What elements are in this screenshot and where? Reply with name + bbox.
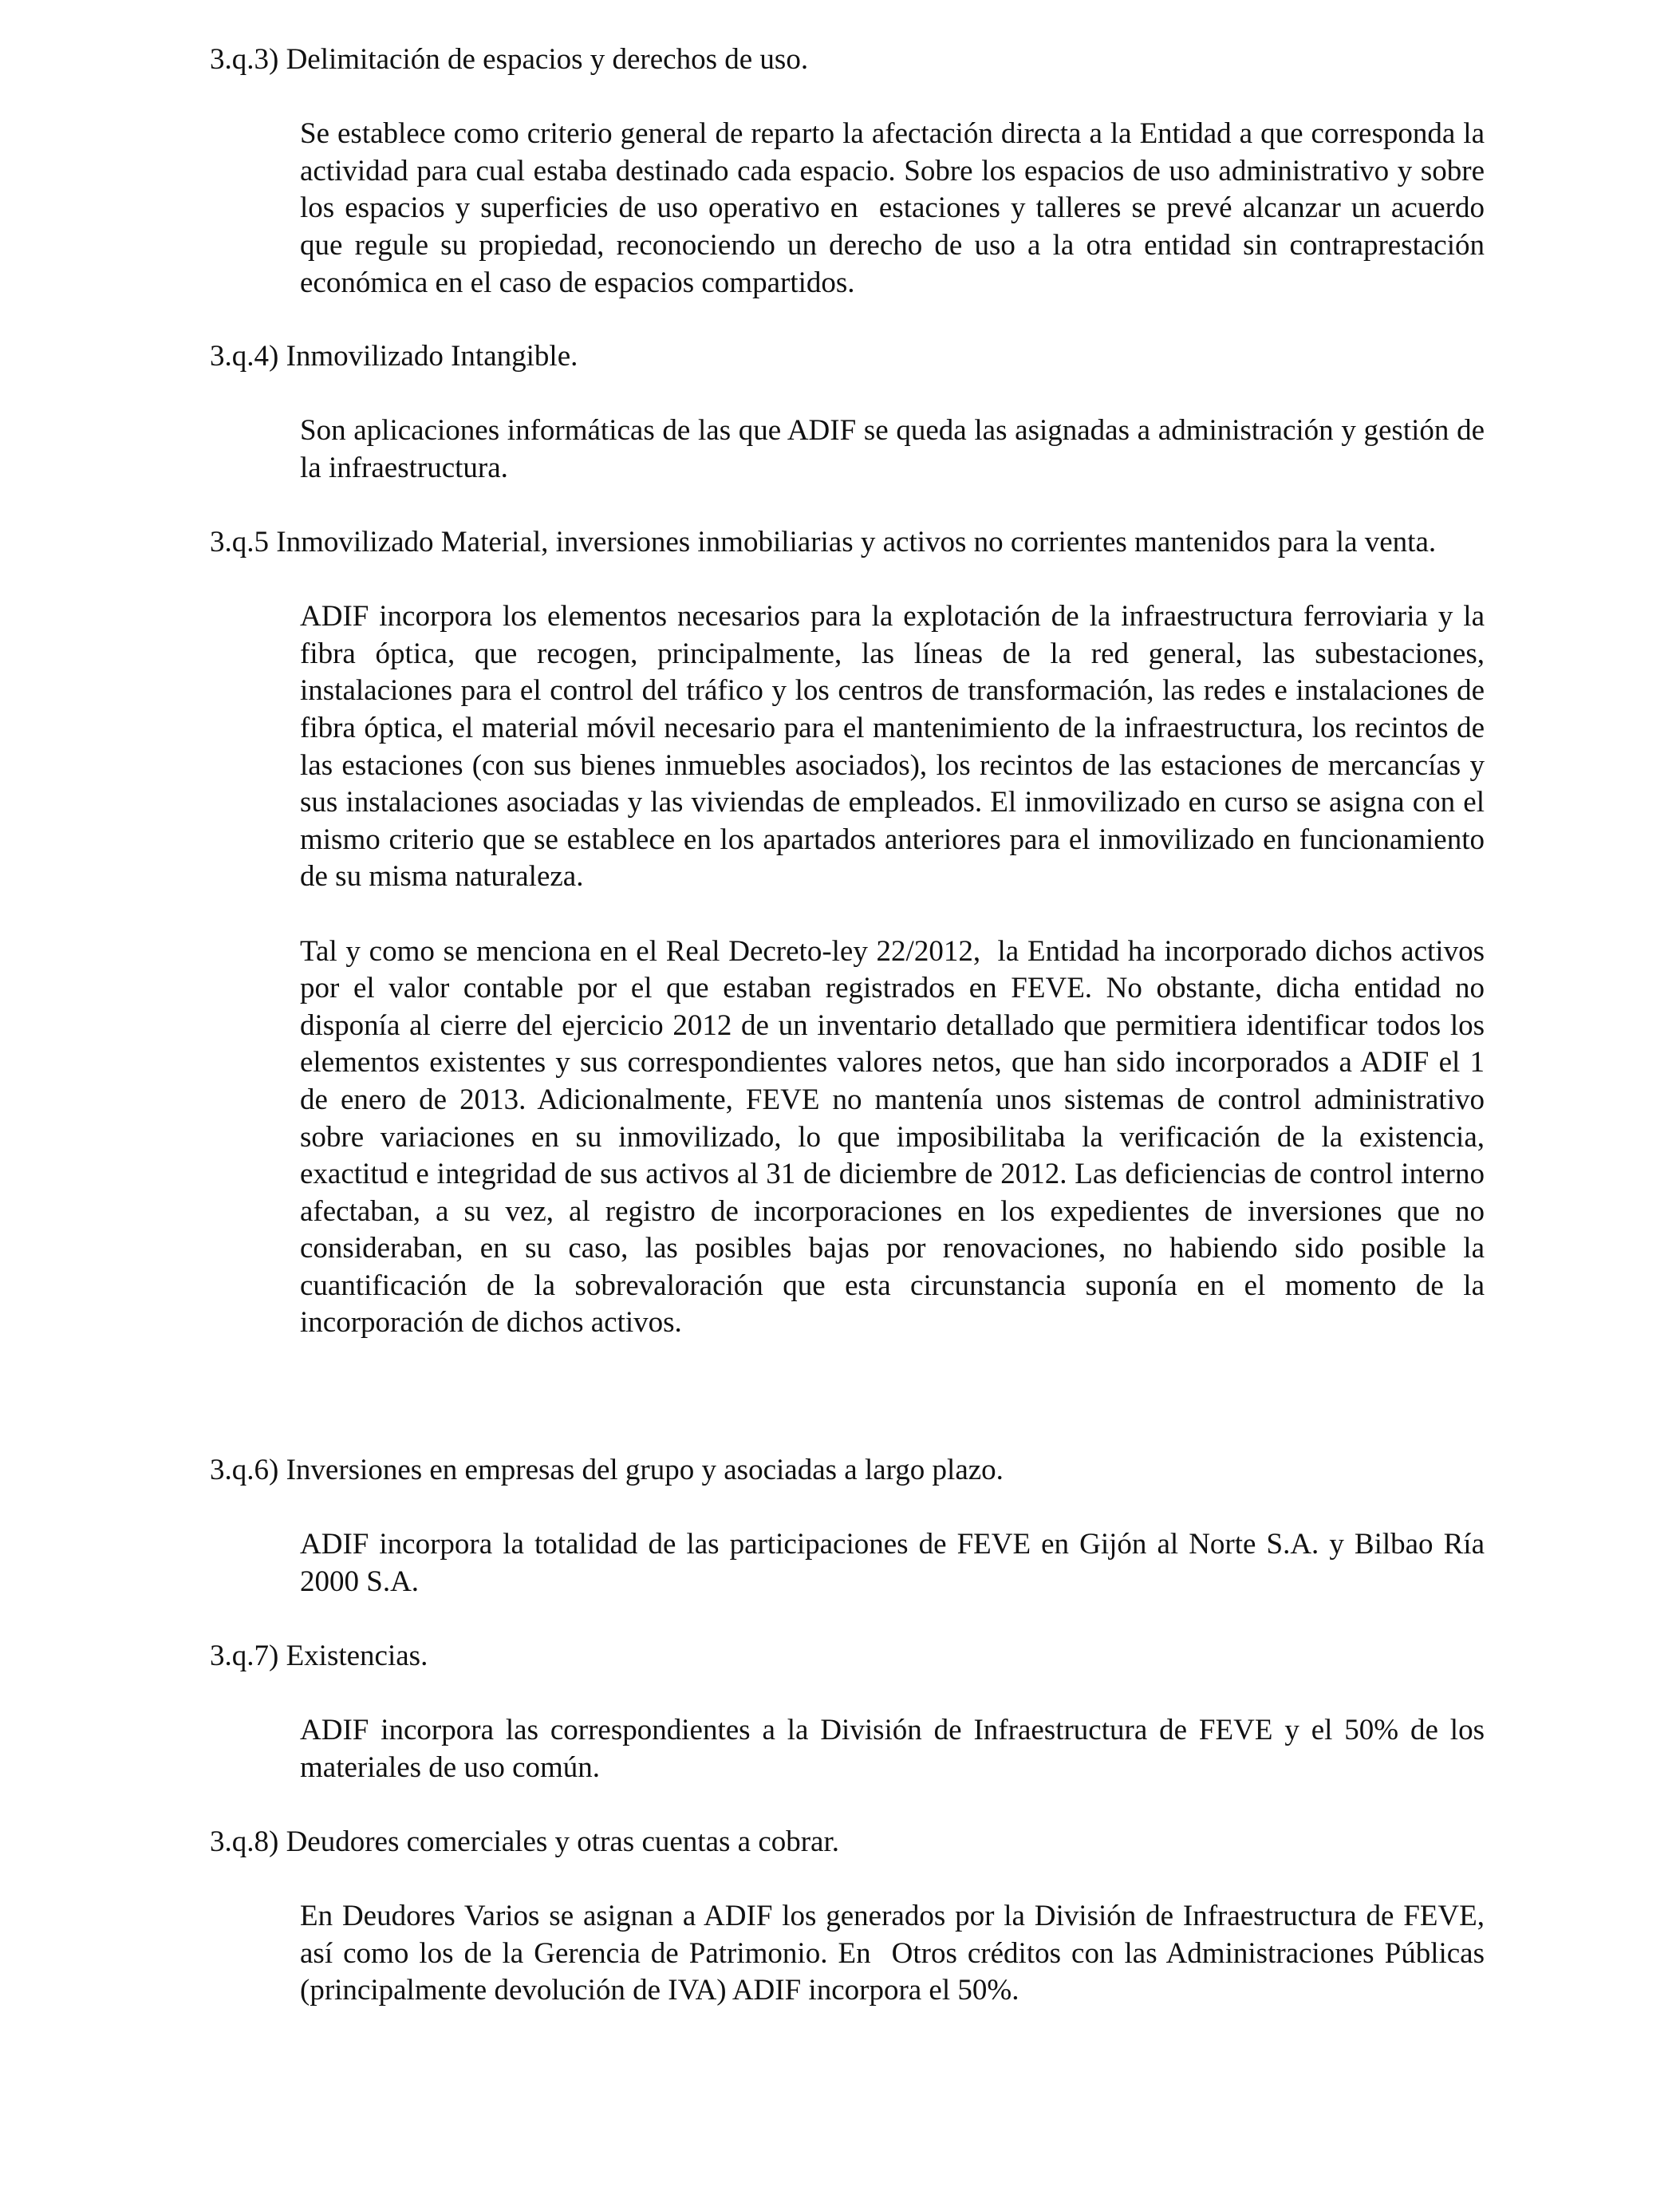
section-paragraph: Son aplicaciones informáticas de las que ADIF se queda las asignadas a administración y gestión de la infraestructura. (300, 414, 1493, 484)
section-heading: 3.q.6) Inversiones en empresas del grupo y asociadas a largo plazo. (210, 1454, 1004, 1486)
section-3q6 (210, 1452, 1493, 1600)
section-heading: 3.q.3) Delimitación de espacios y derechos de uso. (210, 43, 809, 76)
section-paragraph: Se establece como criterio general de reparto la afectación directa a la Entidad a que corresponda la actividad para cual estaba destinado cada espacio. Sobre los espacios de uso administrativo y sobre los espacios y superficies de uso operativo en estaciones y talleres se prevé alcanzar un acuerdo que regule su propiedad, reconociendo un derecho de uso a la otra entidad sin contraprestación económica en el caso de espacios compartidos. (300, 117, 1493, 299)
section-3q8 (210, 1824, 1493, 2010)
section-3q7 (210, 1638, 1493, 1786)
section-heading: 3.q.5 Inmovilizado Material, inversiones inmobiliarias y activos no corrientes mantenidos para la venta. (210, 526, 1437, 558)
section-paragraph: ADIF incorpora la totalidad de las participaciones de FEVE en Gijón al Norte S.A. y Bilbao Ría 2000 S.A. (300, 1528, 1493, 1598)
section-paragraph: En Deudores Varios se asignan a ADIF los generados por la División de Infraestructura de FEVE, así como los de la Gerencia de Patrimonio. En Otros créditos con las Administraciones Públicas (principalmente devolución de IVA) ADIF incorpora el 50%. (300, 1900, 1493, 2007)
section-heading: 3.q.4) Inmovilizado Intangible. (210, 340, 578, 373)
section-3q3 (210, 41, 1493, 302)
section-paragraph: ADIF incorpora las correspondientes a la División de Infraestructura de FEVE y el 50% de los materiales de uso común. (300, 1714, 1493, 1784)
section-3q5 (210, 524, 1493, 1342)
section-paragraph: ADIF incorpora los elementos necesarios para la explotación de la infraestructura ferroviaria y la fibra óptica, que recogen, principalmente, las líneas de la red general, las subestaciones, instalaciones para el control del tráfico y los centros de transformación, las redes e instalaciones de fibra óptica, el material móvil necesario para el mantenimiento de la infraestructura, los recintos de las estaciones (con sus bienes inmuebles asociados), los recintos de las estaciones de mercancías y sus instalaciones asociadas y las viviendas de empleados. El inmovilizado en curso se asigna con el mismo criterio que se establece en los apartados anteriores para el inmovilizado en funcionamiento de su misma naturaleza. (300, 600, 1493, 894)
section-3q4 (210, 338, 1493, 487)
section-heading: 3.q.8) Deudores comerciales y otras cuentas a cobrar. (210, 1825, 840, 1858)
section-paragraph: Tal y como se menciona en el Real Decreto-ley 22/2012, la Entidad ha incorporado dichos activos por el valor contable por el que estaban registrados en FEVE. No obstante, dicha entidad no disponía al cierre del ejercicio 2012 de un inventario detallado que permitiera identificar todos los elementos existentes y sus correspondientes valores netos, que han sido incorporados a ADIF el 1 de enero de 2013. Adicionalmente, FEVE no mantenía unos sistemas de control administrativo sobre variaciones en su inmovilizado, lo que imposibilitaba la verificación de la existencia, exactitud e integridad de sus activos al 31 de diciembre de 2012. Las deficiencias de control interno afectaban, a su vez, al registro de incorporaciones en los expedientes de inversiones que no consideraban, en su caso, las posibles bajas por renovaciones, no habiendo sido posible la cuantificación de la sobrevaloración que esta circunstancia suponía en el momento de la incorporación de dichos activos. (300, 934, 1493, 1340)
section-heading: 3.q.7) Existencias. (210, 1640, 428, 1672)
